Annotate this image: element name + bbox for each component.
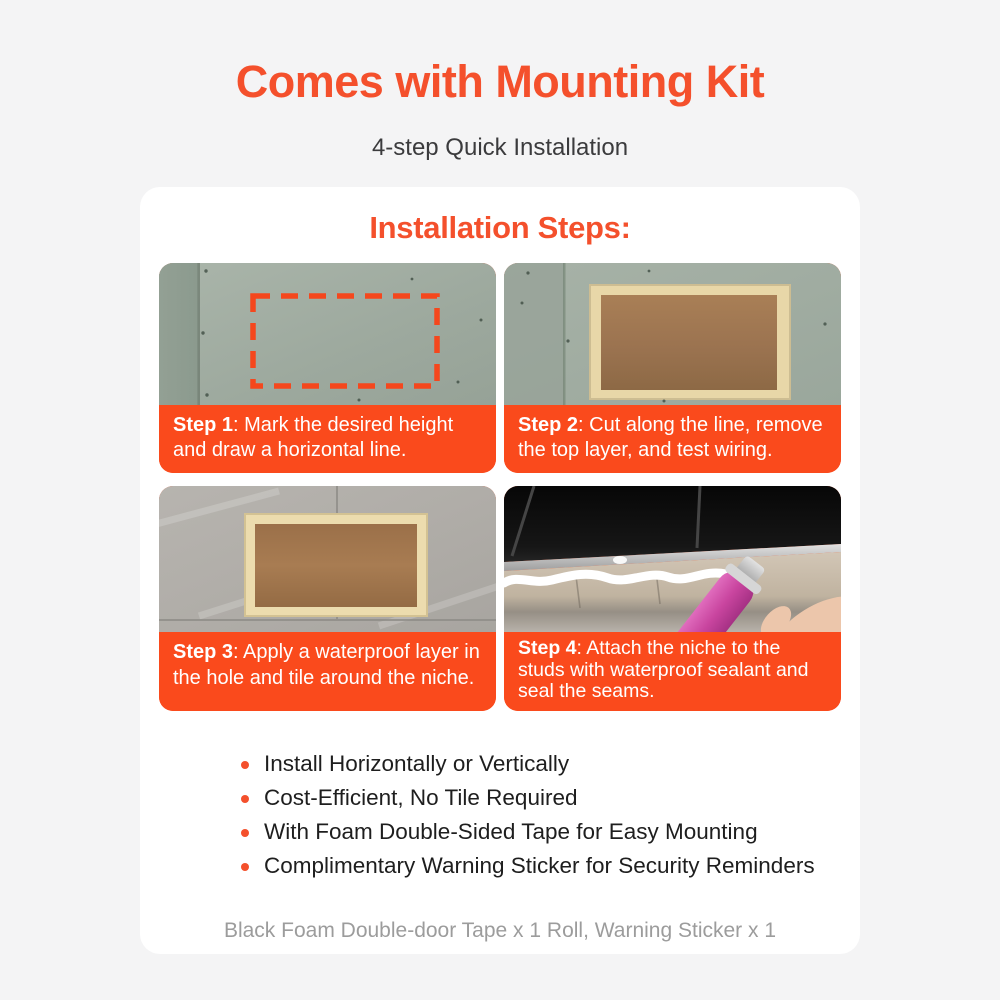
feature-list	[159, 751, 841, 879]
step1-photo	[159, 263, 496, 405]
feature-text: Install Horizontally or Vertically	[264, 750, 570, 776]
feature-item	[241, 819, 841, 845]
steps-grid	[159, 263, 841, 711]
step1-drywall-illustration	[159, 263, 496, 405]
feature-item	[241, 751, 841, 777]
step3-label: Step 3	[173, 641, 234, 664]
feature-text: With Foam Double-Sided Tape for Easy Mounting	[264, 818, 758, 844]
drywall-left-panel	[159, 263, 198, 405]
sealant-drop	[613, 556, 627, 564]
feature-text: Complimentary Warning Sticker for Security Reminders	[264, 852, 815, 878]
step1-caption	[159, 405, 496, 473]
step4-caption	[504, 632, 841, 710]
feature-text: Cost-Efficient, No Tile Required	[264, 784, 578, 810]
step4-label: Step 4	[518, 637, 577, 660]
step3-cell	[159, 486, 496, 710]
step1-text: : Mark the desired height and draw a horizontal line.	[173, 414, 454, 462]
niche-interior	[601, 295, 777, 390]
drywall-left-panel	[504, 263, 564, 405]
bullet-icon	[241, 863, 249, 871]
feature-item	[241, 853, 841, 879]
step2-photo	[504, 263, 841, 405]
step2-cutout-illustration	[504, 263, 841, 405]
page-subtitle: 4-step Quick Installation	[371, 134, 629, 161]
drywall-panel	[159, 263, 496, 405]
drywall-seam	[563, 263, 566, 405]
kit-contents-note: Black Foam Double-door Tape x 1 Roll, Warning Sticker x 1	[223, 918, 777, 942]
installation-steps-heading: Installation Steps:	[369, 210, 631, 245]
niche-interior	[255, 524, 417, 607]
step3-photo	[159, 486, 496, 632]
step3-tiled-niche-illustration	[159, 486, 496, 632]
step2-text: : Cut along the line, remove the top layer, and test wiring.	[518, 414, 823, 462]
step1-label: Step 1	[173, 414, 234, 436]
page-title: Comes with Mounting Kit	[235, 56, 765, 107]
bullet-icon	[241, 829, 249, 837]
step3-text: : Apply a waterproof layer in the hole and tile around the niche.	[173, 641, 480, 689]
step4-text: : Attach the niche to the studs with waterproof sealant and seal the seams.	[518, 637, 809, 703]
drywall-seam	[198, 263, 201, 405]
installation-card	[140, 187, 860, 954]
step2-cell	[504, 263, 841, 473]
step4-photo	[504, 486, 841, 632]
step1-cell	[159, 263, 496, 473]
step4-sealant-illustration	[504, 486, 841, 632]
bullet-icon	[241, 795, 249, 803]
step4-cell	[504, 486, 841, 710]
bullet-icon	[241, 761, 249, 769]
step2-caption	[504, 405, 841, 473]
step3-caption	[159, 632, 496, 710]
step2-label: Step 2	[518, 414, 579, 436]
feature-item	[241, 785, 841, 811]
